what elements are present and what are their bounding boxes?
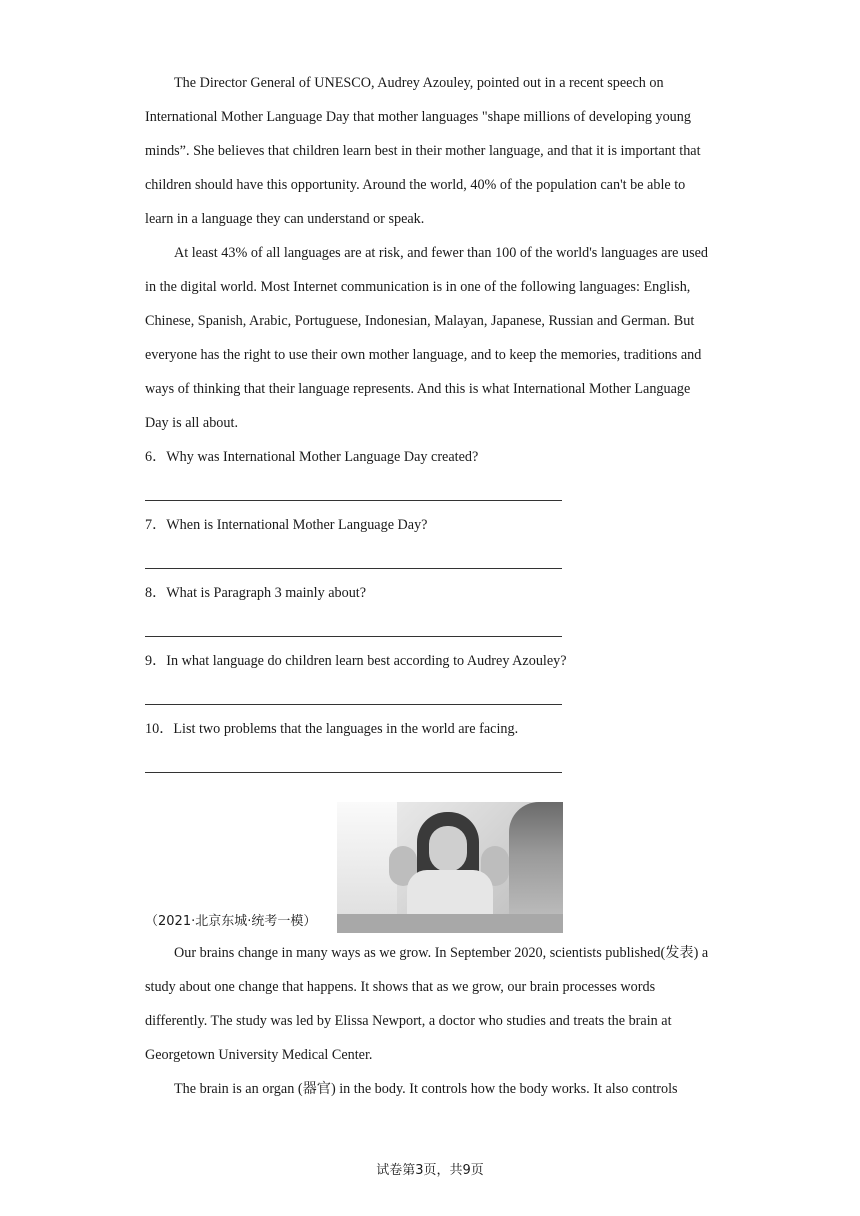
passage1-paragraph-2: At least 43% of all languages are at risk, and fewer than 100 of the world's languages are used in the digital world. Most Internet communication is in one of the following languages: English, Chinese, Spanish, Arabic, Portuguese, Indonesian, Malayan, Japanese, Russian and German. But everyone has the right to use their own mother language, and to keep the memories, traditions and ways of thinking that their language represents. And this is what International Mother Language Day is all about. bbox=[145, 245, 709, 431]
passage2-header bbox=[145, 802, 717, 936]
worksheet-page bbox=[145, 66, 717, 1106]
passage2-paragraph-1: Our brains change in many ways as we grow. In September 2020, scientists published(发表) a study about one change that happens. It shows that as we grow, our brain processes words differently. The study was led by Elissa Newport, a doctor who studies and treats the brain at Georgetown University Medical Center. bbox=[145, 945, 709, 1063]
answer-line-7[interactable] bbox=[145, 542, 562, 576]
girl-and-father-photo bbox=[337, 802, 563, 933]
photo-table bbox=[337, 914, 563, 933]
passage2-source-label: （2021·北京东城·统考一模） bbox=[145, 914, 317, 929]
photo-girl-face bbox=[429, 826, 467, 872]
passage2-paragraph-2: The brain is an organ (器官) in the body. It controls how the body works. It also controls bbox=[174, 1081, 678, 1097]
passage1-paragraph-1: The Director General of UNESCO, Audrey Azouley, pointed out in a recent speech on International Mother Language Day that mother languages "shape millions of developing young minds”. She believes that children learn best in their mother language, and that it is important that children should have this opportunity. Around the world, 40% of the population can't be able to learn in a language they can understand or speak. bbox=[145, 75, 701, 227]
question-9: 9．In what language do children learn best according to Audrey Azouley? bbox=[145, 653, 567, 669]
question-6: 6．Why was International Mother Language Day created? bbox=[145, 449, 479, 465]
page-number-footer: 试卷第3页，共9页 bbox=[376, 1163, 484, 1178]
question-10: 10．List two problems that the languages in the world are facing. bbox=[145, 721, 519, 737]
answer-line-9[interactable] bbox=[145, 678, 562, 712]
answer-line-6[interactable] bbox=[145, 474, 562, 508]
answer-line-8[interactable] bbox=[145, 610, 562, 644]
section-spacer bbox=[145, 780, 717, 802]
question-8: 8．What is Paragraph 3 mainly about? bbox=[145, 585, 367, 601]
answer-line-10[interactable] bbox=[145, 746, 562, 780]
question-7: 7．When is International Mother Language Day? bbox=[145, 517, 428, 533]
